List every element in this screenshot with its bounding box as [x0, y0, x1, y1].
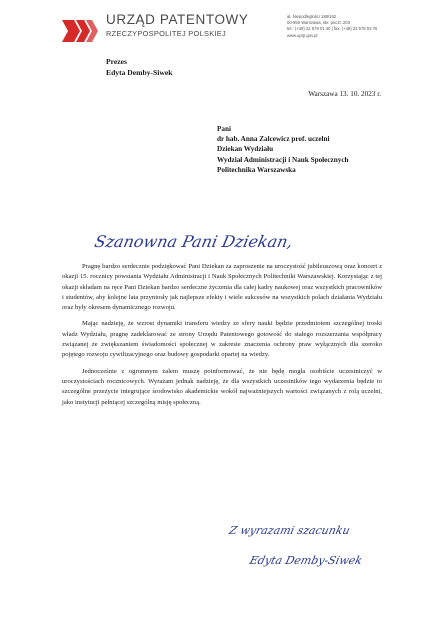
- recipient-line: Politechnika Warszawska: [217, 165, 296, 174]
- signature-text: Edyta Demby-Siwek: [248, 554, 364, 567]
- recipient-line: Pani: [217, 125, 231, 133]
- body-paragraph: Pragnę bardzo serdecznie podziękować Pani Dziekan za zaproszenie na uroczystość jubileuszową oraz koncert z okazji 15. rocznicy powstania Wydziału Administracji i Nauk Społecznych Politechniki Warszawskiej. Korzystając z tej okazji składam na ręce Pani Dziekan bardzo serdeczne życzenia dla całej kadry naukowej oraz wszystkich pracowników i studentów, aby kolejne lata przyniosły jak najlepsze efekty i wiele sukcesów na wszystkich polach działania Wydziału oraz były okresem dynamicznego rozwoju.: [62, 263, 382, 312]
- org-subtitle: RZECZYPOSPOLITEJ POLSKIEJ: [106, 29, 227, 38]
- letter-body: [62, 262, 382, 414]
- handwritten-greeting: [92, 227, 332, 257]
- website-link[interactable]: www.uprp.gov.pl: [287, 32, 318, 38]
- patent-office-logo: [60, 16, 104, 46]
- address-line: 00-950 Warszawa, skr. poczt. 203: [287, 20, 350, 26]
- sender-role: Prezes: [106, 57, 127, 66]
- recipient-line: Wydział Administracji i Nauk Społecznych: [217, 155, 349, 164]
- sender-name: Edyta Demby-Siwek: [106, 68, 173, 77]
- recipient-block: [217, 124, 349, 175]
- recipient-line: dr hab. Anna Zalcewicz prof. uczelni: [217, 135, 330, 144]
- body-paragraph: Mając nadzieję, że wzrost dynamiki transferu wiedzy ze sfery nauki będzie przedmiotem szczególnej troski władz Wydziału, pragnę zadeklarować ze strony Urzędu Patentowego gotowość do stałego rozszerzania współpracy związanej ze zwiększaniem świadomości społecznej w zakresie znaczenia ochrony praw wyłącznych dla szeroko pojętego rozwoju cywilizacyjnego oraz budowy gospodarki opartej na wiedzy.: [62, 320, 382, 359]
- phone-line: tel.: (+48) 22 579 01 40 | fax: (+48) 22 579 03 76: [287, 26, 378, 32]
- org-name: URZĄD PATENTOWY: [106, 12, 249, 27]
- body-paragraph: Jednocześnie z ogromnym żalem muszę poinformować, że nie będę mogła osobiście uczestniczyć w uroczystościach rocznicowych. Wyrażam jednak nadzieję, że dla wszystkich uczestników tego wydarzenia będzie to szczególne przeżycie integrujące środowisko akademickie wokół najważniejszych wartości związanych z rolą uczelni, jako instytucji pełniącej szczególną misję społeczną.: [62, 367, 382, 406]
- recipient-line: Dziekan Wydziału: [217, 145, 274, 154]
- handwritten-signature: [222, 512, 382, 582]
- greeting-text: Szanowna Pani Dziekan,: [92, 232, 295, 251]
- letter-date: Warszawa 13. 10. 2023 r.: [308, 90, 381, 98]
- sender-block: [106, 56, 172, 78]
- contact-block: [287, 14, 377, 39]
- closing-text: Z wyrazami szacunku: [227, 524, 352, 537]
- address-line: al. Niepodległości 188/192: [287, 14, 337, 19]
